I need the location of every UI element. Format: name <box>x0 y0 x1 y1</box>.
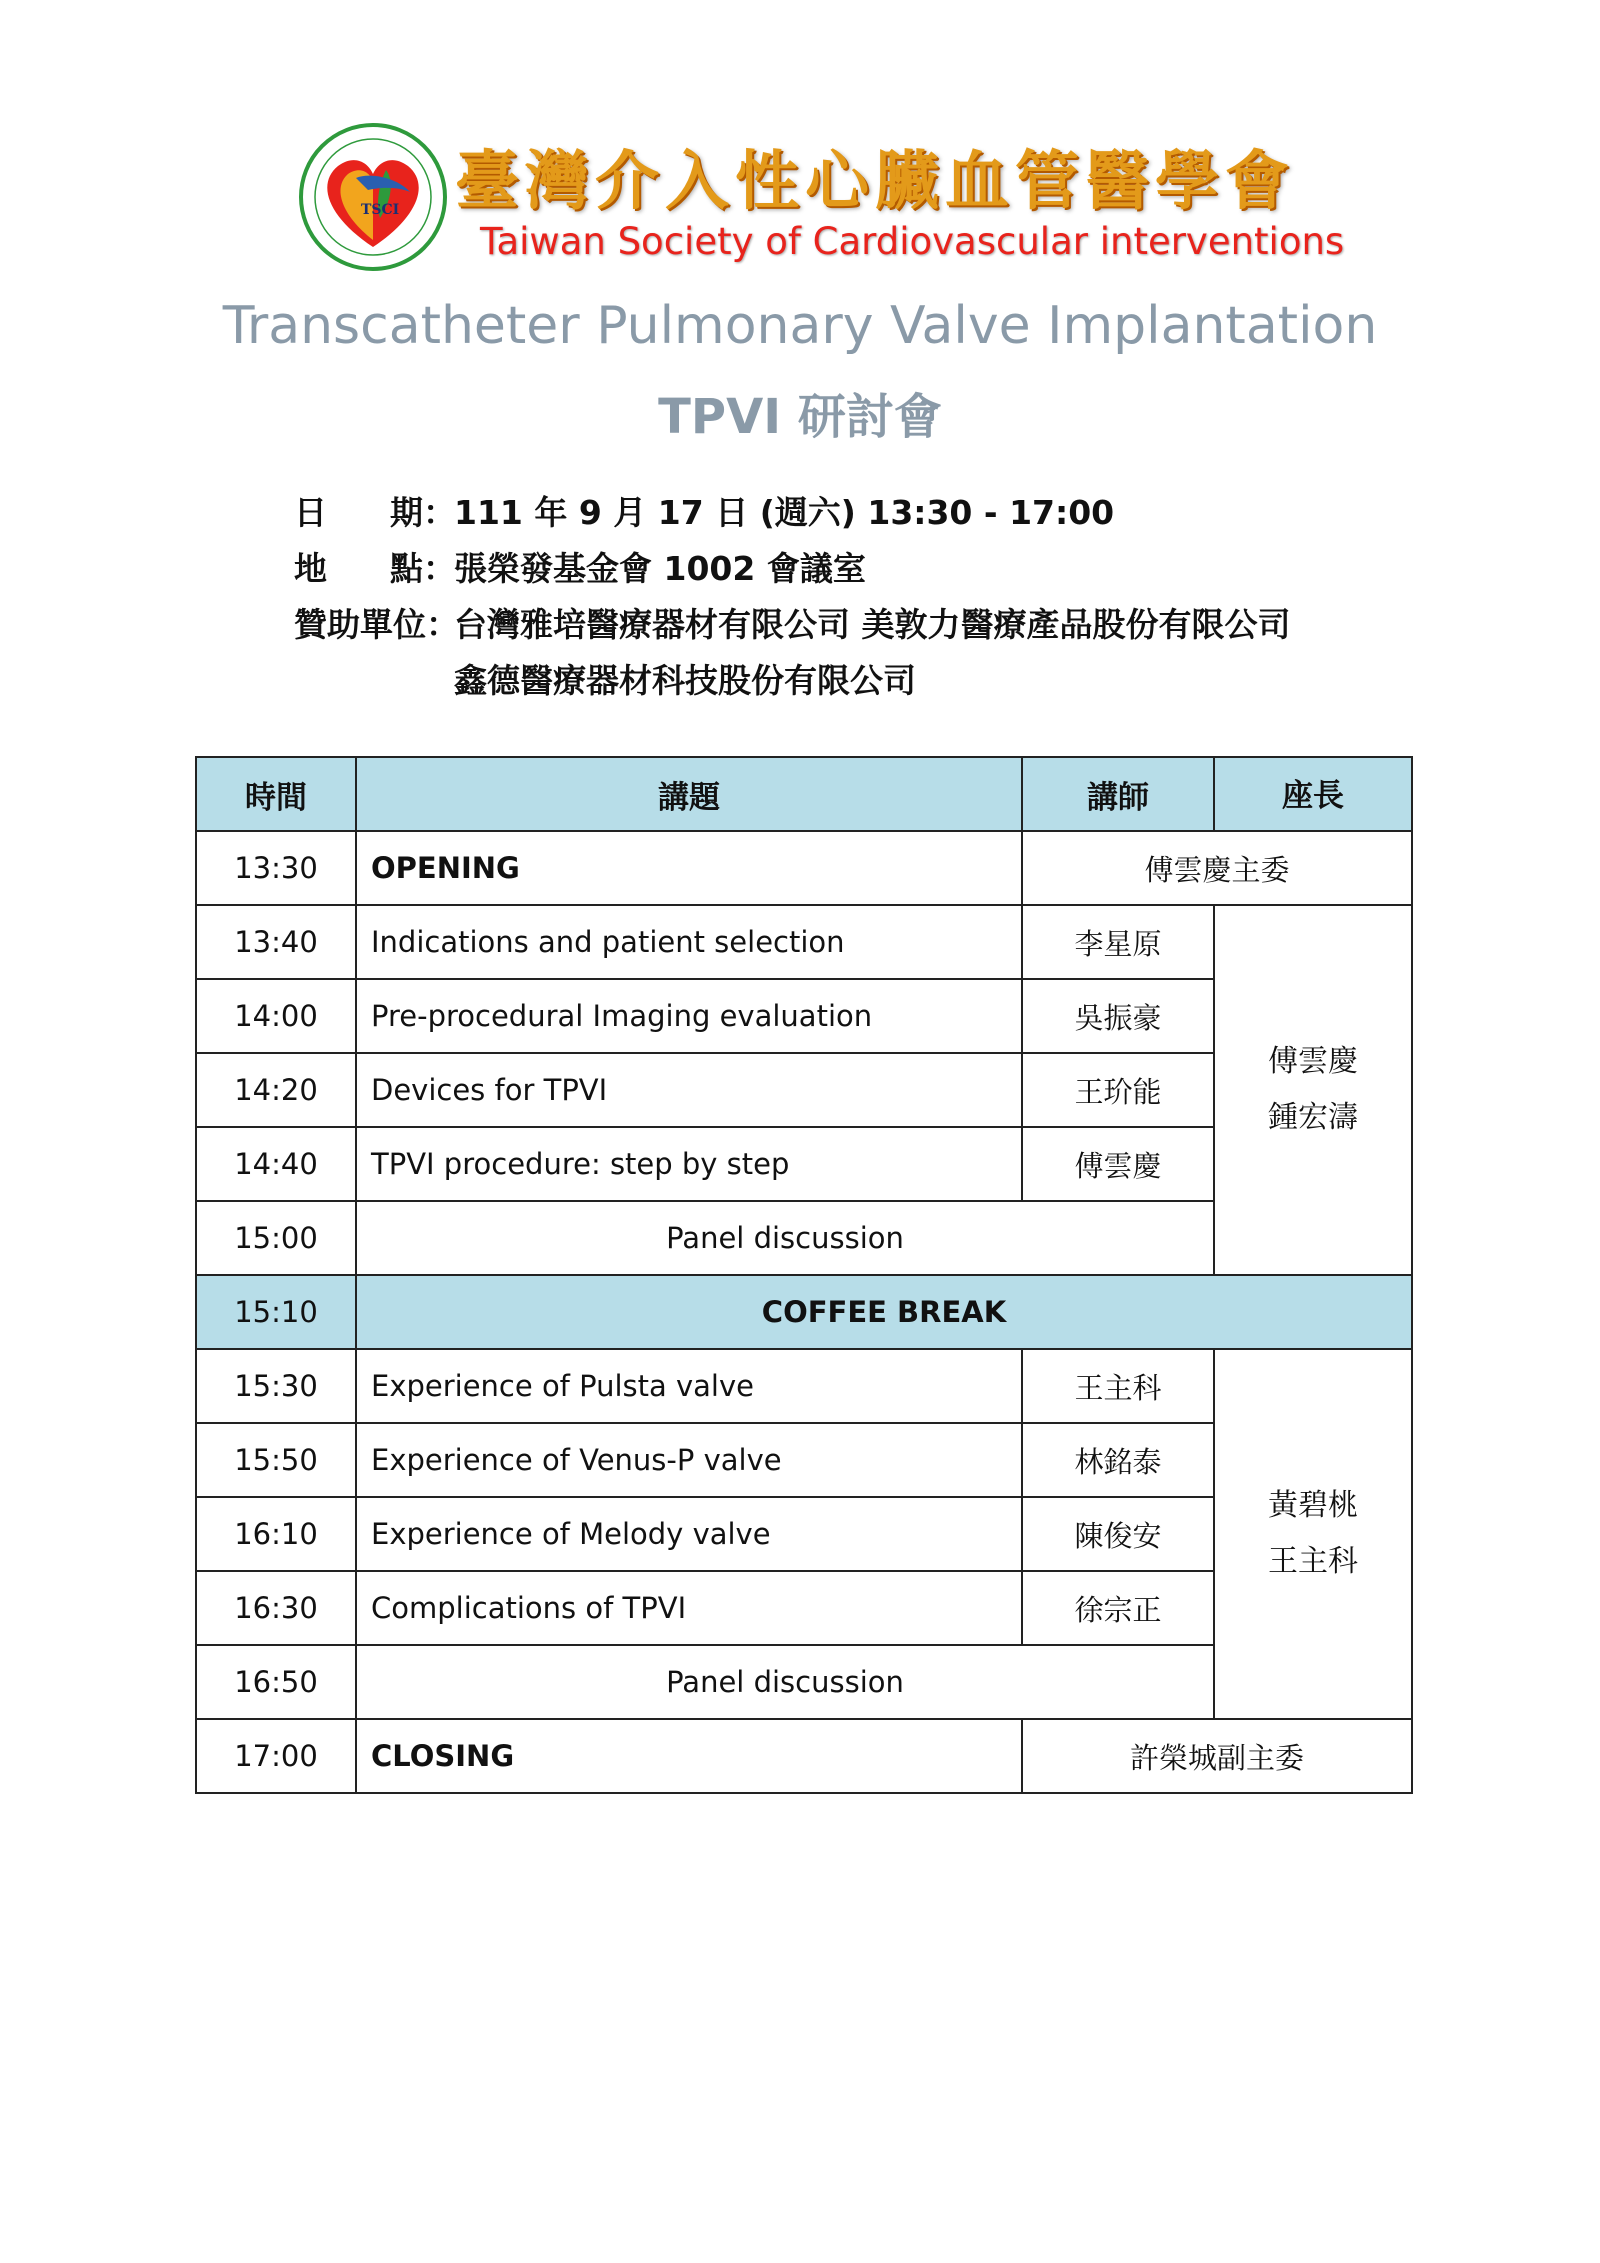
topic-cell: Pre-procedural Imaging evaluation <box>356 979 1022 1053</box>
org-name-en: Taiwan Society of Cardiovascular interventions <box>480 220 1345 263</box>
chair-cell-session2 <box>1214 1349 1412 1719</box>
time-cell: 14:40 <box>196 1127 356 1201</box>
time-cell: 15:30 <box>196 1349 356 1423</box>
time-cell: 14:00 <box>196 979 356 1053</box>
header-time: 時間 <box>196 757 356 831</box>
chair-name: 鍾宏濤 <box>1268 1100 1358 1135</box>
info-date <box>294 487 1114 534</box>
logo-text: TSCI <box>361 202 400 218</box>
topic-cell: Devices for TPVI <box>356 1053 1022 1127</box>
table-row <box>196 1719 1412 1793</box>
topic-cell: TPVI procedure: step by step <box>356 1127 1022 1201</box>
table-row <box>196 905 1412 979</box>
chair-name: 黃碧桃 <box>1268 1488 1358 1523</box>
topic-cell: Experience of Melody valve <box>356 1497 1022 1571</box>
event-title-cn: TPVI 研討會 <box>658 389 942 445</box>
speaker-cell: 徐宗正 <box>1022 1571 1214 1645</box>
table-header-row <box>196 757 1412 831</box>
topic-cell: Panel discussion <box>356 1645 1214 1719</box>
topic-cell: Experience of Pulsta valve <box>356 1349 1022 1423</box>
sponsor-value-2: 鑫德醫療器材科技股份有限公司 <box>454 661 916 700</box>
sponsor-label: 贊助單位： <box>294 605 459 644</box>
time-cell: 15:00 <box>196 1201 356 1275</box>
time-cell: 13:40 <box>196 905 356 979</box>
speaker-cell: 許榮城副主委 <box>1022 1719 1412 1793</box>
time-cell: 13:30 <box>196 831 356 905</box>
time-cell: 14:20 <box>196 1053 356 1127</box>
chair-cell-session1 <box>1214 905 1412 1275</box>
date-label: 日 期： <box>294 493 456 532</box>
topic-cell: Indications and patient selection <box>356 905 1022 979</box>
place-label: 地 點： <box>294 549 456 588</box>
topic-cell: Experience of Venus-P valve <box>356 1423 1022 1497</box>
event-title-en: Transcatheter Pulmonary Valve Implantation <box>222 296 1378 356</box>
topic-cell: Complications of TPVI <box>356 1571 1022 1645</box>
speaker-cell: 傅雲慶主委 <box>1022 831 1412 905</box>
speaker-cell: 王玠能 <box>1022 1053 1214 1127</box>
speaker-cell: 吳振豪 <box>1022 979 1214 1053</box>
schedule-table <box>195 756 1413 1794</box>
speaker-cell: 李星原 <box>1022 905 1214 979</box>
place-value: 張榮發基金會 1002 會議室 <box>454 549 866 588</box>
header-chair: 座長 <box>1214 757 1412 831</box>
speaker-cell: 王主科 <box>1022 1349 1214 1423</box>
chair-name: 傅雲慶 <box>1268 1044 1358 1079</box>
time-cell: 15:50 <box>196 1423 356 1497</box>
org-name-cn: 臺灣介入性心臟血管醫學會 <box>455 145 1295 219</box>
date-value: 111 年 9 月 17 日 (週六) 13:30 - 17:00 <box>454 493 1115 532</box>
time-cell: 15:10 <box>196 1275 356 1349</box>
topic-cell: OPENING <box>356 831 1022 905</box>
speaker-cell: 陳俊安 <box>1022 1497 1214 1571</box>
time-cell: 16:30 <box>196 1571 356 1645</box>
table-row <box>196 1349 1412 1423</box>
time-cell: 16:50 <box>196 1645 356 1719</box>
time-cell: 17:00 <box>196 1719 356 1793</box>
chair-name: 王主科 <box>1268 1544 1358 1579</box>
info-sponsor <box>294 599 1291 646</box>
tsci-logo <box>298 122 448 272</box>
header-topic: 講題 <box>356 757 1022 831</box>
sponsor-value-1: 台灣雅培醫療器材有限公司 美敦力醫療產品股份有限公司 <box>454 605 1291 644</box>
header-speaker: 講師 <box>1022 757 1214 831</box>
topic-cell: Panel discussion <box>356 1201 1214 1275</box>
info-place <box>294 543 866 590</box>
speaker-cell: 傅雲慶 <box>1022 1127 1214 1201</box>
topic-cell: COFFEE BREAK <box>356 1275 1412 1349</box>
speaker-cell: 林銘泰 <box>1022 1423 1214 1497</box>
topic-cell: CLOSING <box>356 1719 1022 1793</box>
table-row <box>196 831 1412 905</box>
table-row-break <box>196 1275 1412 1349</box>
time-cell: 16:10 <box>196 1497 356 1571</box>
